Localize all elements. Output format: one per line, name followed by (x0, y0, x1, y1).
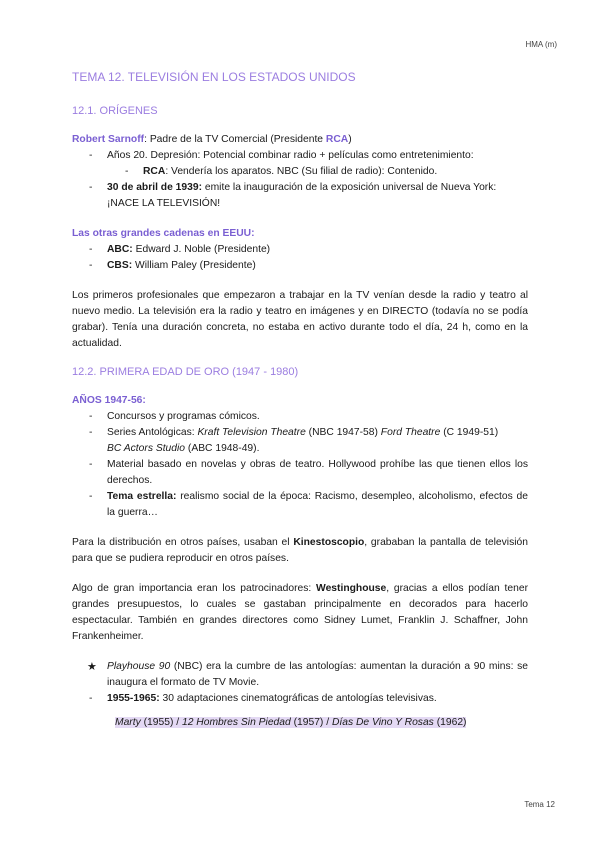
years-heading: AÑOS 1947-56: (72, 395, 146, 406)
origins-paragraph: Los primeros profesionales que empezaron a trabajar en la TV venían desde la radio y teatro al nuevo medio. La televisión era la radio y teatro en imágenes y en DIRECTO (todavía no se podía grabar). Tenía una duración concreta, no estaba en activo durante todo el día, 24 h, como en la actualidad. (72, 290, 528, 349)
list-item: - Tema estrella: realismo social de la época: Racismo, desempleo, alcoholismo, efectos de la guerra… (89, 491, 528, 518)
star-icon: ★ (87, 661, 97, 673)
footer-page: Tema 12 (524, 800, 555, 809)
origins-list-2 (72, 180, 528, 212)
sarnoff-line: Robert Sarnoff: Padre de la TV Comercial (Presidente RCA) (72, 134, 352, 145)
list-item: ★ Playhouse 90 (NBC) era la cumbre de las antologías: aumentan la duración a 90 mins: se inaugura el formato de TV Movie. (87, 661, 528, 688)
list-item: - ABC: Edward J. Noble (Presidente) (89, 244, 271, 255)
page-title: TEMA 12. TELEVISIÓN EN LOS ESTADOS UNIDOS (72, 70, 356, 84)
networks-heading: Las otras grandes cadenas en EEUU: (72, 228, 255, 239)
list-item: - RCA: Vendería los aparatos. NBC (Su filial de radio): Contenido. (125, 166, 438, 177)
rca-label: RCA (325, 134, 349, 145)
section-heading-golden-age: 12.2. PRIMERA EDAD DE ORO (1947 - 1980) (72, 366, 299, 378)
section-heading-origins: 12.1. ORÍGENES (72, 105, 158, 117)
playhouse-list (72, 659, 528, 707)
list-item: - CBS: William Paley (Presidente) (89, 260, 256, 271)
list-item: - 30 de abril de 1939: emite la inauguración de la exposición universal de Nueva York: ¡NACE LA TELEVISIÓN! (89, 182, 497, 209)
sponsors-paragraph: Algo de gran importancia eran los patrocinadores: Westinghouse, gracias a ellos podían tener grandes presupuestos, lo cuales se gastaban principalmente en decorados para hacerlo espectacular. También en grandes directores como Sidney Lumet, Franklin J. Schaffner, John Frankenheimer. (72, 583, 529, 642)
sarnoff-name: Robert Sarnoff (72, 134, 145, 145)
films-highlight: Marty (1955) / 12 Hombres Sin Piedad (1957) / Días De Vino Y Rosas (1962) (115, 717, 467, 728)
years-list (72, 409, 528, 521)
list-item: - Concursos y programas cómicos. (89, 411, 260, 422)
content (72, 70, 528, 731)
origins-list (72, 148, 528, 164)
list-item: - Series Antológicas: Kraft Television Theatre (NBC 1947-58) Ford Theatre (C 1949-51) BC Actors Studio (ABC 1948-49). (89, 427, 499, 454)
origins-sublist (72, 164, 528, 180)
kinescope-paragraph: Para la distribución en otros países, usaban el Kinestoscopio, grababan la pantalla de televisión para que se pudiera reproducir en otros países. (72, 537, 528, 564)
list-item: - Años 20. Depresión: Potencial combinar radio + películas como entretenimiento: (89, 150, 474, 161)
networks-list (72, 242, 528, 274)
list-item: - Material basado en novelas y obras de teatro. Hollywood prohíbe las que tienen ellos los derechos. (89, 459, 528, 486)
header-code: HMA (m) (525, 40, 557, 49)
list-item: - 1955-1965: 30 adaptaciones cinematográficas de antologías televisivas. (89, 693, 437, 704)
